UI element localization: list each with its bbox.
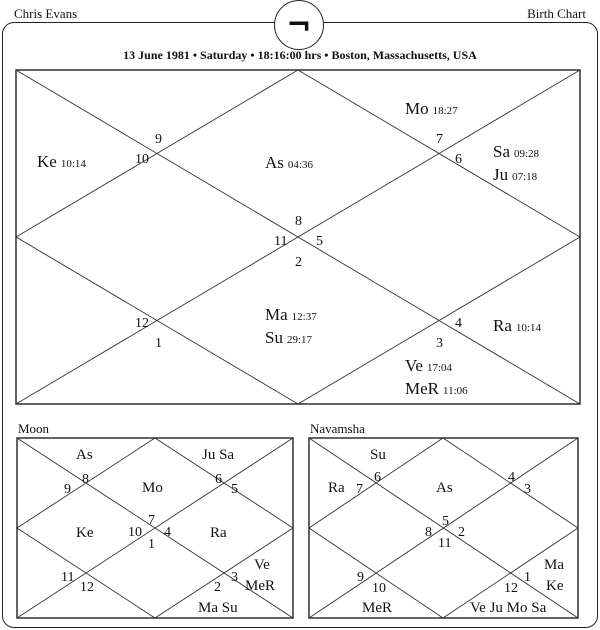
planet-abbr: MeR (362, 600, 392, 616)
planet-abbr: Ra (210, 525, 227, 541)
planet-abbr: As (265, 153, 284, 172)
svg-text:Ju07:18 (493, 165, 538, 184)
planet-abbr: Su (265, 328, 283, 347)
sign-number: 8 (82, 472, 89, 487)
planet-abbr: MeR (245, 578, 275, 594)
sign-number: 1 (524, 570, 531, 585)
sign-number: 1 (148, 537, 155, 552)
planet-degree: 11:06 (443, 385, 468, 397)
planet-abbr: Mo (405, 99, 429, 118)
sign-number: 11 (274, 234, 288, 249)
sign-number: 4 (164, 525, 171, 540)
planet-abbr: Ju Sa (202, 447, 235, 463)
sign-number: 3 (231, 570, 238, 585)
svg-text:MeR11:06 (405, 379, 468, 398)
sign-number: 10 (128, 525, 142, 540)
planet-degree: 29:17 (286, 334, 313, 346)
planet-abbr: Mo (142, 480, 163, 496)
planet-abbr: Ma (544, 557, 564, 573)
sign-number: 12 (504, 581, 518, 596)
svg-text:Ra10:14 (493, 316, 541, 335)
planet-abbr: Ke (546, 578, 564, 594)
planet-abbr: Ra (493, 316, 512, 335)
planet-abbr: Ju (493, 165, 509, 184)
sign-number: 4 (508, 470, 515, 485)
moon-chart (16, 437, 296, 620)
planet-abbr: Ve Ju Mo Sa (470, 600, 547, 616)
birth-details: 13 June 1981 • Saturday • 18:16:00 hrs • Boston, Massachusetts, USA (123, 48, 477, 62)
planet-degree: 07:18 (512, 171, 538, 183)
planet-abbr: Ma (265, 305, 288, 324)
planet-abbr: Sa (493, 142, 510, 161)
sign-number: 10 (372, 581, 386, 596)
person-name: Chris Evans (14, 6, 78, 21)
planet-degree: 04:36 (287, 159, 313, 171)
sign-number: 11 (438, 536, 452, 551)
planet-degree: 10:14 (515, 322, 541, 334)
sign-number: 7 (436, 132, 443, 147)
svg-text:Su29:17 (265, 328, 313, 347)
moon-chart-label: Moon (18, 421, 50, 436)
sign-number: 9 (155, 132, 162, 147)
planet-degree: 09:28 (514, 148, 540, 160)
logo-icon: ¬ (274, 0, 324, 50)
sign-number: 8 (295, 214, 302, 229)
sign-number: 12 (135, 316, 149, 331)
svg-text:Mo18:27 (405, 99, 458, 118)
svg-text:Ma12:37 (265, 305, 317, 324)
sign-number: 3 (524, 482, 531, 497)
svg-text:Ve17:04 (405, 356, 453, 375)
sign-number: 7 (148, 513, 155, 528)
sign-number: 5 (442, 514, 449, 529)
sign-number: 12 (80, 580, 94, 595)
sign-number: 2 (458, 525, 465, 540)
sign-number: 9 (64, 482, 71, 497)
sign-number: 9 (357, 570, 364, 585)
sign-number: 1 (155, 336, 162, 351)
sign-number: 8 (425, 525, 432, 540)
sign-number: 6 (215, 472, 222, 487)
planet-degree: 18:27 (432, 105, 458, 117)
planet-abbr: Ve (254, 557, 270, 573)
svg-text:As04:36 (265, 153, 313, 172)
sign-number: 7 (356, 482, 363, 497)
svg-text:Ke10:14 (37, 152, 86, 171)
planet-abbr: Ve (405, 356, 423, 375)
sign-number: 10 (135, 152, 149, 167)
planet-degree: 17:04 (426, 362, 453, 374)
planet-abbr: As (76, 447, 93, 463)
sign-number: 6 (374, 470, 381, 485)
sign-number: 11 (61, 570, 75, 585)
svg-text:Sa09:28 (493, 142, 540, 161)
navamsha-chart (308, 437, 580, 620)
sign-number: 2 (295, 255, 302, 270)
sign-number: 5 (231, 482, 238, 497)
sign-number: 2 (214, 580, 221, 595)
sign-number: 6 (455, 152, 462, 167)
planet-abbr: Ra (328, 480, 345, 496)
sign-number: 3 (436, 336, 443, 351)
planet-abbr: Ke (76, 525, 94, 541)
navamsha-chart-label: Navamsha (310, 421, 365, 436)
planet-abbr: MeR (405, 379, 439, 398)
planet-abbr: Ke (37, 152, 57, 171)
planet-abbr: Ma Su (198, 600, 238, 616)
planet-degree: 12:37 (291, 311, 317, 323)
sign-number: 4 (455, 316, 462, 331)
sign-number: 5 (316, 234, 323, 249)
planet-degree: 10:14 (60, 158, 86, 170)
planet-abbr: Su (370, 447, 386, 463)
chart-type-label: Birth Chart (527, 6, 586, 21)
planet-abbr: As (436, 480, 453, 496)
